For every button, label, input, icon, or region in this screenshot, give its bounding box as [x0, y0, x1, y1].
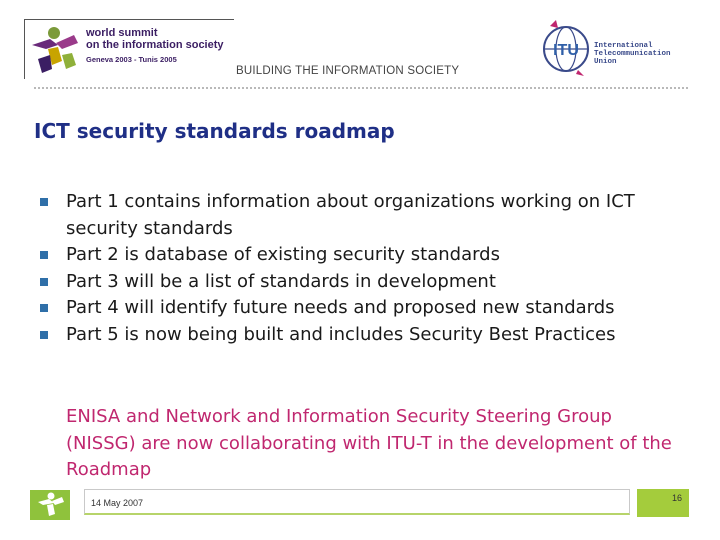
wsis-logo-text	[86, 27, 224, 66]
header-tagline: BUILDING THE INFORMATION SOCIETY	[236, 65, 460, 77]
itu-globe-icon	[538, 18, 594, 80]
wsis-line-1: world summit	[86, 27, 158, 39]
bullet-item	[36, 322, 696, 349]
slide-title: ICT security standards roadmap	[34, 119, 395, 143]
itu-line-3: Union	[594, 58, 617, 66]
square-bullet-icon	[40, 278, 48, 286]
bullet-text: Part 5 is now being built and includes Security Best Practices	[66, 323, 616, 345]
bullet-text: Part 4 will identify future needs and proposed new standards	[66, 297, 615, 318]
square-bullet-icon	[40, 251, 48, 259]
page-number-box	[637, 489, 689, 517]
itu-logo	[538, 18, 688, 80]
footer-bar	[84, 489, 630, 515]
wsis-figure-icon	[28, 25, 84, 75]
square-bullet-icon	[40, 198, 48, 206]
bullet-item	[36, 269, 696, 296]
wsis-line-3: Geneva 2003 - Tunis 2005	[86, 55, 177, 64]
itu-line-1: International	[594, 42, 653, 50]
itu-line-2: Telecommunication	[594, 50, 671, 58]
bullet-text: Part 2 is database of existing security standards	[66, 244, 500, 265]
collaboration-note: ENISA and Network and Information Security Steering Group (NISSG) are now collaborating with ITU-T in the development of the Roadmap	[66, 406, 672, 480]
footer-date: 14 May 2007	[91, 498, 144, 508]
square-bullet-icon	[40, 304, 48, 312]
bullet-item	[36, 189, 696, 242]
itu-mark: ITU	[553, 42, 579, 59]
bullet-item	[36, 242, 696, 269]
bullet-text: Part 3 will be a list of standards in development	[66, 270, 496, 292]
page-number: 16	[671, 493, 682, 503]
bullet-item	[36, 295, 696, 322]
square-bullet-icon	[40, 331, 48, 339]
bullet-list	[36, 189, 696, 348]
header-divider	[34, 87, 688, 89]
bullet-text: Part 1 contains information about organizations working on ICT security standards	[66, 191, 635, 239]
wsis-line-2: on the information society	[86, 39, 224, 51]
itu-logo-text	[594, 42, 671, 66]
footer-figure-icon	[30, 490, 70, 520]
wsis-logo	[24, 19, 234, 79]
footer-logo	[30, 490, 70, 520]
